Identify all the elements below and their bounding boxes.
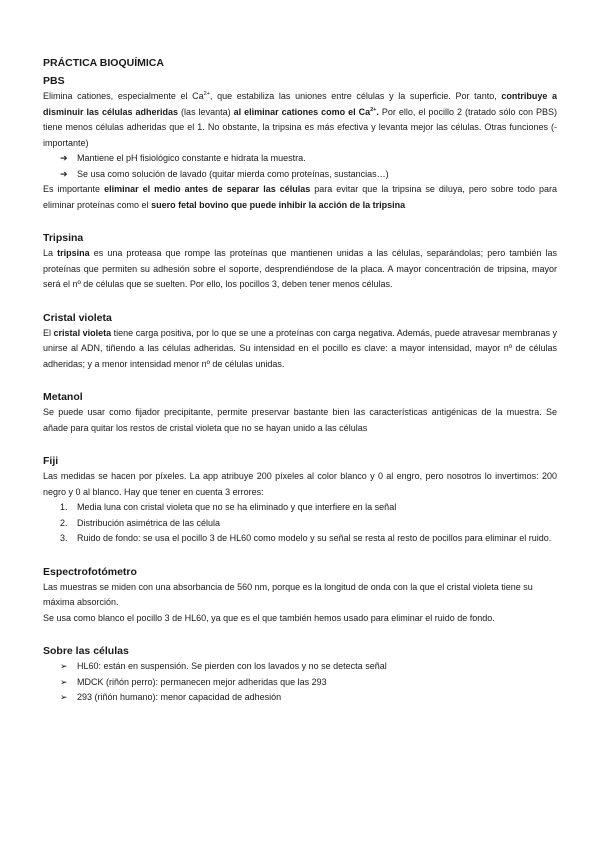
list-item-text: Se usa como solución de lavado (quitar mierda como proteínas, sustancias…) <box>77 168 389 179</box>
espectro-paragraph-2: Se usa como blanco el pocillo 3 de HL60, ya que es el que también hemos usado para eliminar el ruido de fondo. <box>43 612 495 623</box>
section-heading-cristal-violeta: Cristal violeta <box>43 311 112 324</box>
list-item-text: 293 (riñón humano): menor capacidad de adhesión <box>77 692 282 702</box>
list-item-text: Distribución asimétrica de las célula <box>77 517 221 528</box>
list-item <box>60 659 557 675</box>
superscript: 2+ <box>370 106 377 113</box>
pbs-paragraph-1 <box>43 89 557 151</box>
fiji-error-list <box>43 500 557 547</box>
text-run: Elimina cationes, especialmente el Ca <box>43 91 204 101</box>
bold-text: tripsina <box>57 248 90 258</box>
tripsina-paragraph <box>43 246 557 293</box>
text-run: , que estabiliza las uniones entre células y la superficie. Por tanto, <box>209 91 502 101</box>
text-run: para evitar que la tripsina se diluya, pero sobre todo para eliminar proteínas como el <box>43 184 558 210</box>
superscript: 2+ <box>203 91 210 97</box>
section-heading-fiji: Fiji <box>43 455 59 467</box>
list-item <box>60 690 557 706</box>
list-item-text: Media luna con cristal violeta que no se ha eliminado y que interfiere en la señal <box>77 502 397 512</box>
list-item <box>60 500 557 516</box>
list-item-text: HL60: están en suspensión. Se pierden con los lavados y no se detecta señal <box>77 661 387 671</box>
document-title: PRÁCTICA BIOQUÍMICA <box>43 57 164 69</box>
list-number: 2. <box>60 517 68 528</box>
list-item <box>60 531 557 547</box>
section-heading-pbs: PBS <box>43 75 65 87</box>
list-item-text: MDCK (riñón perro): permanecen mejor adheridas que las 293 <box>77 676 327 687</box>
bold-text: cristal violeta <box>53 327 112 338</box>
bold-text: eliminar el medio antes de separar las células <box>104 184 311 194</box>
cell-types-list <box>43 659 557 706</box>
pbs-paragraph-2 <box>43 182 557 213</box>
text-run: tiene carga positiva, por lo que se une a proteínas con carga negativa. Además, puede atravesar membranas y unirse al ADN, tiñendo a las células adheridas. Su intensidad en el pocillo es clave: a mayor intensidad, mayor nº de células adheridas; y a menor intensidad menor nº de células unidas. <box>43 327 557 369</box>
arrow-bullet-icon: ➔ <box>60 153 68 163</box>
bold-text: al eliminar cationes como el Ca <box>233 106 371 117</box>
espectro-paragraph-1: Las muestras se miden con una absorbancia de 560 nm, porque es la longitud de onda con la que el cristal violeta tiene su máxima absorción. <box>43 581 533 607</box>
list-item-text: Mantiene el pH fisiológico constante e hidrata la muestra. <box>77 153 306 163</box>
list-item <box>60 151 557 167</box>
cristal-violeta-paragraph <box>43 326 557 373</box>
list-item <box>60 675 557 691</box>
pbs-bullet-list <box>43 151 557 182</box>
list-item <box>60 167 557 183</box>
fiji-paragraph: Las medidas se hacen por píxeles. La app atribuye 200 píxeles al color blanco y 0 al engro, pero nosotros lo invertimos: 200 negro y 0 al blanco. Hay que tener en cuenta 3 errores: <box>43 471 557 497</box>
text-run: es una proteasa que rompe las proteínas que mantienen unidas a las células, separándolas; pero también las proteínas que permiten su adhesión sobre el soporte, desprendiéndose de la placa. A mayor concentración de tripsina, mayor será el nº de células que se suelten. Por ello, los pocillos 3, deben tener menos células. <box>43 248 557 289</box>
list-item <box>60 516 557 532</box>
list-number: 3. <box>60 533 68 543</box>
bold-text: . <box>376 106 379 117</box>
list-number: 1. <box>60 502 68 512</box>
section-heading-metanol: Metanol <box>43 391 83 403</box>
text-run: (las levanta) <box>178 106 234 117</box>
metanol-paragraph: Se puede usar como fijador precipitante, permite preservar bastante bien las características antigénicas de la muestra. Se añade para quitar los restos de cristal violeta que no se hayan unido a las células <box>43 407 557 433</box>
arrowhead-bullet-icon: ➢ <box>60 661 68 671</box>
text-run: Por ello, el pocillo 2 (tratado sólo con PBS) tiene menos células adheridas que el 1. No obstante, la tripsina es más efectiva y levanta mejor las células. Otras funciones (- importante) <box>43 106 557 148</box>
arrow-bullet-icon: ➔ <box>60 168 68 179</box>
document-page <box>43 55 557 706</box>
section-heading-espectrofotometro: Espectrofotómetro <box>43 565 137 578</box>
section-heading-tripsina: Tripsina <box>43 232 84 244</box>
list-item-text: Ruido de fondo: se usa el pocillo 3 de HL60 como modelo y su señal se resta al resto de pocillos para eliminar el ruido. <box>77 533 552 543</box>
text-run: Es importante <box>43 184 105 194</box>
arrowhead-bullet-icon: ➢ <box>60 676 68 687</box>
section-heading-sobre-las-celulas: Sobre las células <box>43 645 129 657</box>
bold-text: contribuye a disminuir las células adheridas <box>43 91 558 117</box>
bold-text: suero fetal bovino que puede inhibir la acción de la tripsina <box>151 199 406 210</box>
arrowhead-bullet-icon: ➢ <box>60 692 68 702</box>
text-run: La <box>43 248 58 258</box>
text-run: El <box>43 327 54 338</box>
